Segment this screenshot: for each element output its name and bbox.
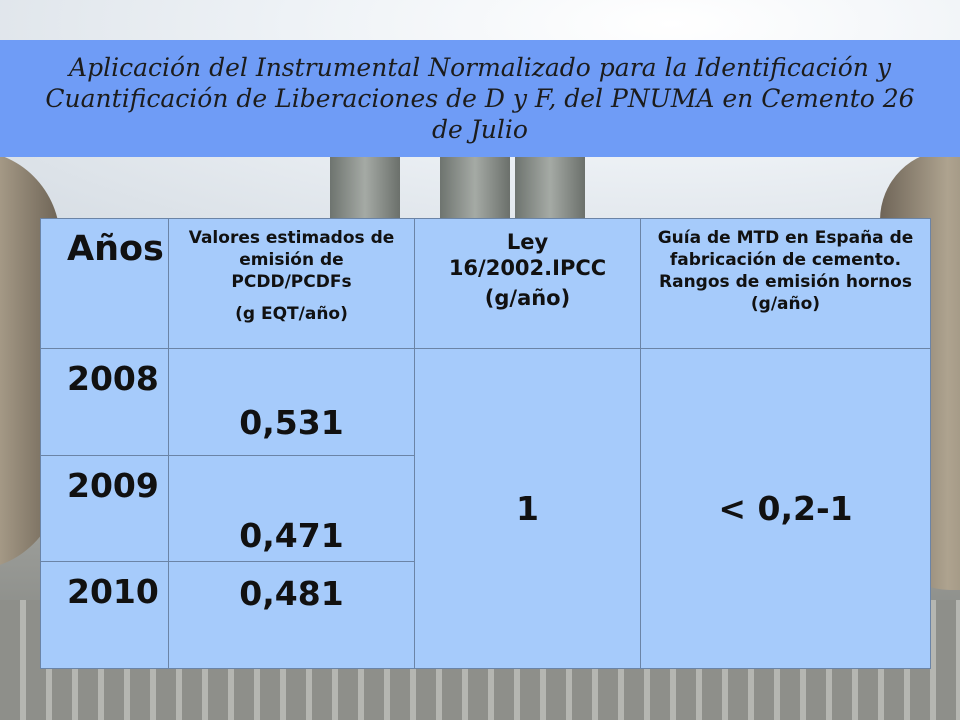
emission-value: 0,531	[239, 403, 344, 442]
ley-value: 1	[516, 489, 539, 528]
header-ley	[415, 219, 641, 349]
year-value: 2008	[67, 359, 159, 398]
header-years-label: Años	[67, 229, 164, 269]
header-estimated-values	[169, 219, 415, 349]
header-estimated-unit: (g EQT/año)	[235, 304, 348, 324]
ley-value-cell	[415, 349, 641, 669]
header-estimated-label: Valores estimados de emisión de PCDD/PCDFs	[188, 228, 395, 292]
header-ley-label: Ley 16/2002.IPCC	[448, 230, 607, 280]
year-value: 2009	[67, 466, 159, 505]
emission-value-cell	[169, 349, 415, 456]
header-ley-unit: (g/año)	[484, 286, 571, 310]
slide-title: Aplicación del Instrumental Normalizado para la Identificación y Cuantificación de Liberaciones de D y F, del PNUMA en Cemento 26 de Julio	[45, 53, 915, 144]
emission-value-cell	[169, 456, 415, 562]
title-banner	[0, 40, 960, 157]
year-cell	[41, 456, 169, 562]
emission-value: 0,471	[239, 516, 344, 555]
year-cell	[41, 562, 169, 669]
year-cell	[41, 349, 169, 456]
table-row	[41, 349, 931, 456]
header-mtd-label: Guía de MTD en España de fabricación de cemento. Rangos de emisión hornos (g/año)	[657, 228, 914, 314]
mtd-range-value: < 0,2-1	[718, 489, 853, 528]
mtd-range-cell	[641, 349, 931, 669]
emission-value: 0,481	[239, 574, 344, 613]
header-mtd-guide	[641, 219, 931, 349]
emissions-table	[40, 218, 931, 669]
header-years	[41, 219, 169, 349]
table-header-row	[41, 219, 931, 349]
emission-value-cell	[169, 562, 415, 669]
year-value: 2010	[67, 572, 159, 611]
